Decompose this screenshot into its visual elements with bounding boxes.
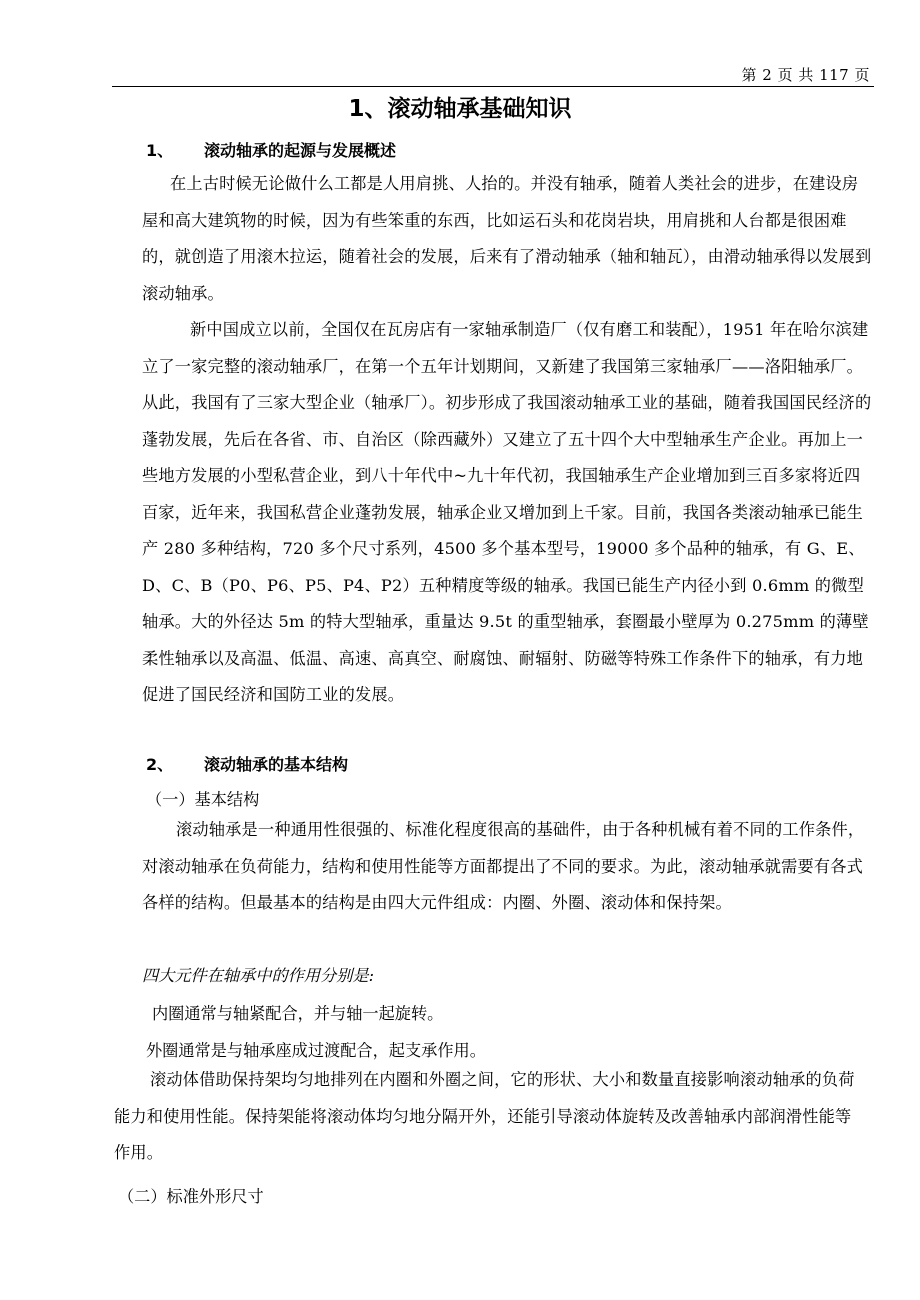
section-2-paragraph-1: 滚动轴承是一种通用性很强的、标准化程度很高的基础件，由于各种机械有着不同的工作条件，对滚动轴承在负荷能力，结构和使用性能等方面都提出了不同的要求。为此，滚动轴承就需要有各式各样的结构。但最基本的结构是由四大元件组成：内圈、外圈、滚动体和保持架。 [142,820,865,912]
page-number: 第 2 页 共 117 页 [741,66,870,84]
rolling-element-paragraph: 滚动体借助保持架均匀地排列在内圈和外圈之间，它的形状、大小和数量直接影响滚动轴承的负荷能力和使用性能。保持架能将滚动体均匀地分隔开外，还能引导滚动体旋转及改善轴承内部润滑性能等作用。 [114,1070,855,1162]
subsection-basic-structure: （一）基本结构 [146,790,260,809]
section-1-paragraph-1: 在上古时候无论做什么工都是人用肩挑、人抬的。并没有轴承，随着人类社会的进步，在建设房屋和高大建筑物的时候，因为有些笨重的东西，比如运石头和花岗岩块，用肩挑和人台都是很困难的，就创造了用滚木拉运，随着社会的发展，后来有了滑动轴承（轴和轴瓦），由滑动轴承得以发展到滚动轴承。 [142,174,872,303]
section-1-heading [146,138,396,161]
subsection-standard-dimensions: （二）标准外形尺寸 [118,1187,264,1206]
section-2-number: 2、 [146,755,174,774]
page-header [112,62,874,87]
section-1-title: 滚动轴承的起源与发展概述 [204,141,397,160]
four-elements-intro: 四大元件在轴承中的作用分别是: [142,966,375,985]
inner-ring-line: 内圈通常与轴紧配合，并与轴一起旋转。 [152,1004,444,1023]
section-2-heading [146,752,348,775]
section-2-title: 滚动轴承的基本结构 [204,755,349,774]
outer-ring-line: 外圈通常是与轴承座成过渡配合，起支承作用。 [146,1041,486,1060]
page-title: 1、滚动轴承基础知识 [348,96,572,122]
section-1-number: 1、 [146,141,174,160]
section-1-paragraph-2: 新中国成立以前，全国仅在瓦房店有一家轴承制造厂（仅有磨工和装配），1951 年在哈尔滨建立了一家完整的滚动轴承厂，在第一个五年计划期间，又新建了我国第三家轴承厂——洛阳轴承厂。从此，我国有了三家大型企业（轴承厂）。初步形成了我国滚动轴承工业的基础，随着我国国民经济的蓬勃发展，先后在各省、市、自治区（除西藏外）又建立了五十四个大中型轴承生产企业。再加上一些地方发展的小型私营企业，到八十年代中~九十年代初，我国轴承生产企业增加到三百多家将近四百家，近年来，我国私营企业蓬勃发展，轴承企业又增加到上千家。目前，我国各类滚动轴承已能生产 280 多种结构，720 多个尺寸系列，4500 多个基本型号，19000 多个品种的轴承，有 G、E、D、C、B（P0、P6、P5、P4、P2）五种精度等级的轴承。我国已能生产内径小到 0.6mm 的微型轴承。大的外径达 5m 的特大型轴承，重量达 9.5t 的重型轴承，套圈最小壁厚为 0.275mm 的薄壁柔性轴承以及高温、低温、高速、高真空、耐腐蚀、耐辐射、防磁等特殊工作条件下的轴承，有力地促进了国民经济和国防工业的发展。 [142,320,872,704]
